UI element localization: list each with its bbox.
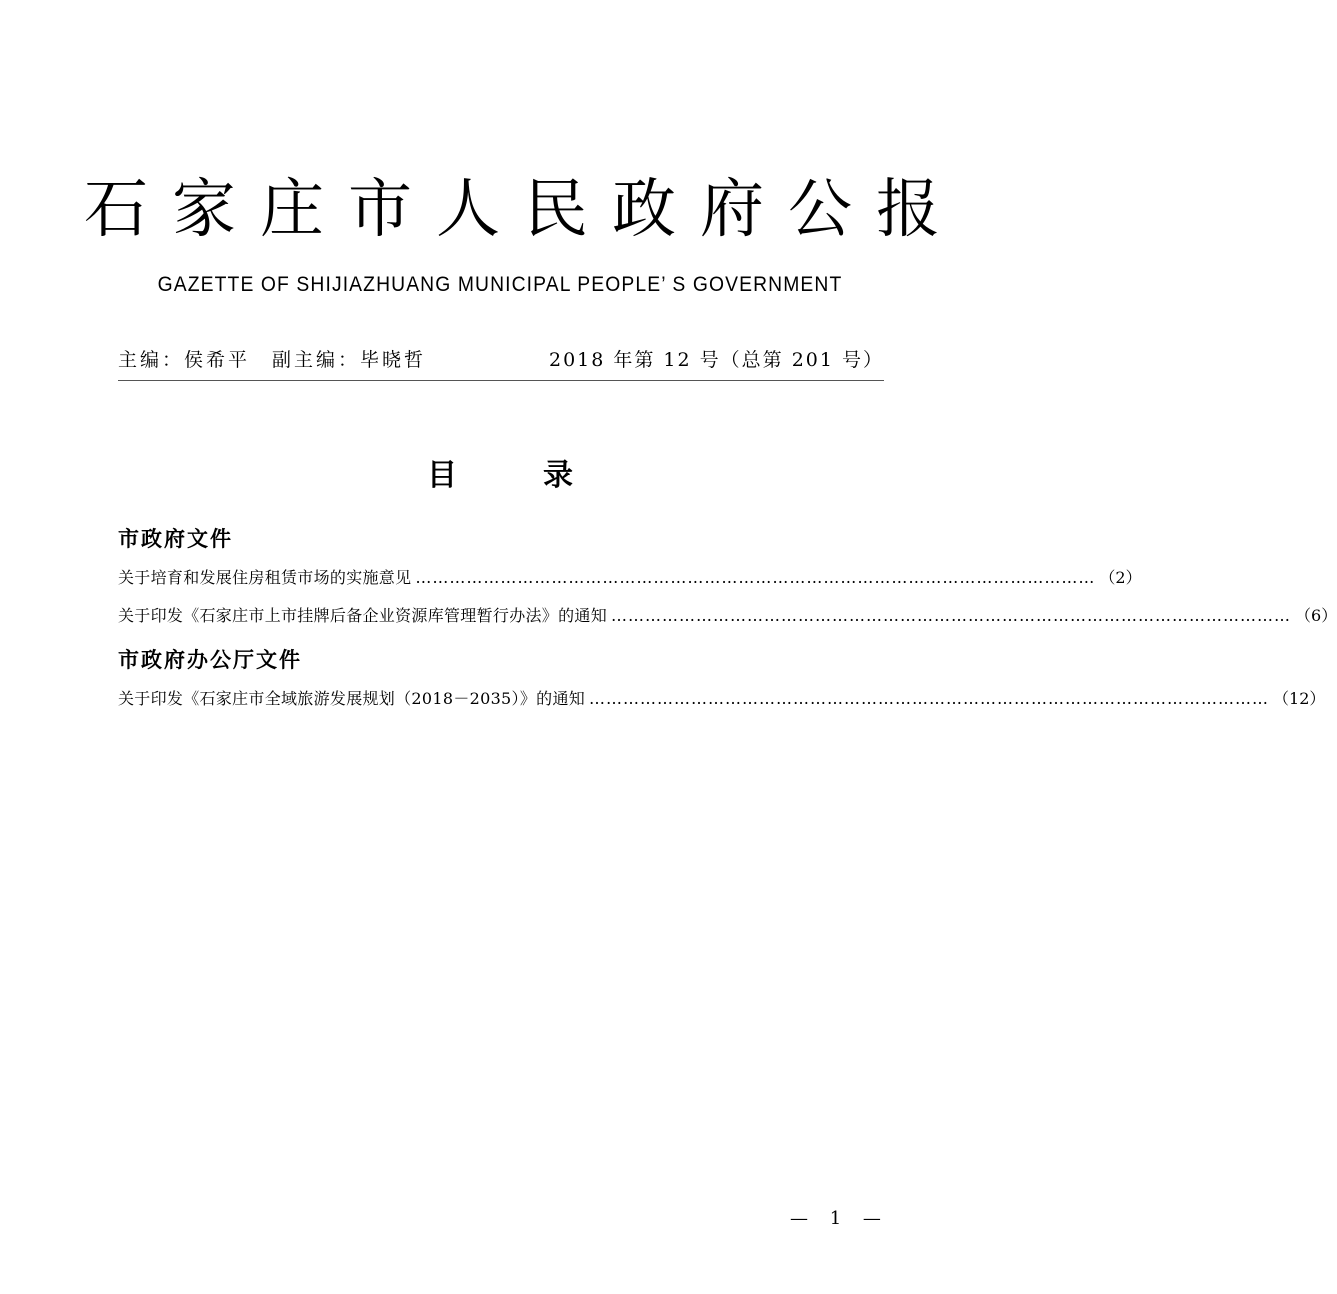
chief-editor-label: 主编： <box>118 349 185 371</box>
toc-entry[interactable] <box>118 686 1326 712</box>
toc-entry[interactable] <box>118 565 1142 591</box>
toc-entry-title[interactable]: 关于印发《石家庄市全域旅游发展规划（2018－2035）》的通知 <box>118 689 586 708</box>
masthead-subtitle: GAZETTE OF SHIJIAZHUANG MUNICIPAL PEOPLE’ S GOVERNMENT <box>157 273 843 296</box>
deputy-editor-name: 毕晓哲 <box>360 349 427 371</box>
editor-credits <box>118 346 426 374</box>
issue-number: 2018 年第 12 号（总第 201 号） <box>549 349 884 371</box>
toc-entry-title[interactable]: 关于培育和发展住房租赁市场的实施意见 <box>118 568 412 587</box>
toc-title-char-1: 目 <box>427 458 457 493</box>
toc-leader-dots: ………………………………………………………………………………………………………… <box>611 606 1292 625</box>
section-heading-municipal-government: 市政府文件 <box>118 527 233 551</box>
toc-entry-page[interactable]: （6） <box>1295 606 1337 625</box>
masthead-title: 石家庄市人民政府公报 <box>84 173 964 247</box>
toc-entry[interactable] <box>118 603 1337 629</box>
deputy-editor-label: 副主编： <box>272 349 361 371</box>
toc-entry-page[interactable]: （2） <box>1099 568 1142 587</box>
toc-entry-title[interactable]: 关于印发《石家庄市上市挂牌后备企业资源库管理暂行办法》的通知 <box>118 606 608 625</box>
chief-editor-name: 侯希平 <box>184 349 251 371</box>
toc-entry-page[interactable]: （12） <box>1273 689 1326 708</box>
section-heading-general-office: 市政府办公厅文件 <box>118 648 302 672</box>
toc-leader-dots: ………………………………………………………………………………………………………… <box>415 568 1096 587</box>
header-divider <box>118 380 884 381</box>
toc-leader-dots: ………………………………………………………………………………………………………… <box>589 689 1270 708</box>
toc-title-char-2: 录 <box>543 458 573 493</box>
toc-title <box>0 456 1000 496</box>
page-number: — 1 — <box>790 1208 889 1229</box>
